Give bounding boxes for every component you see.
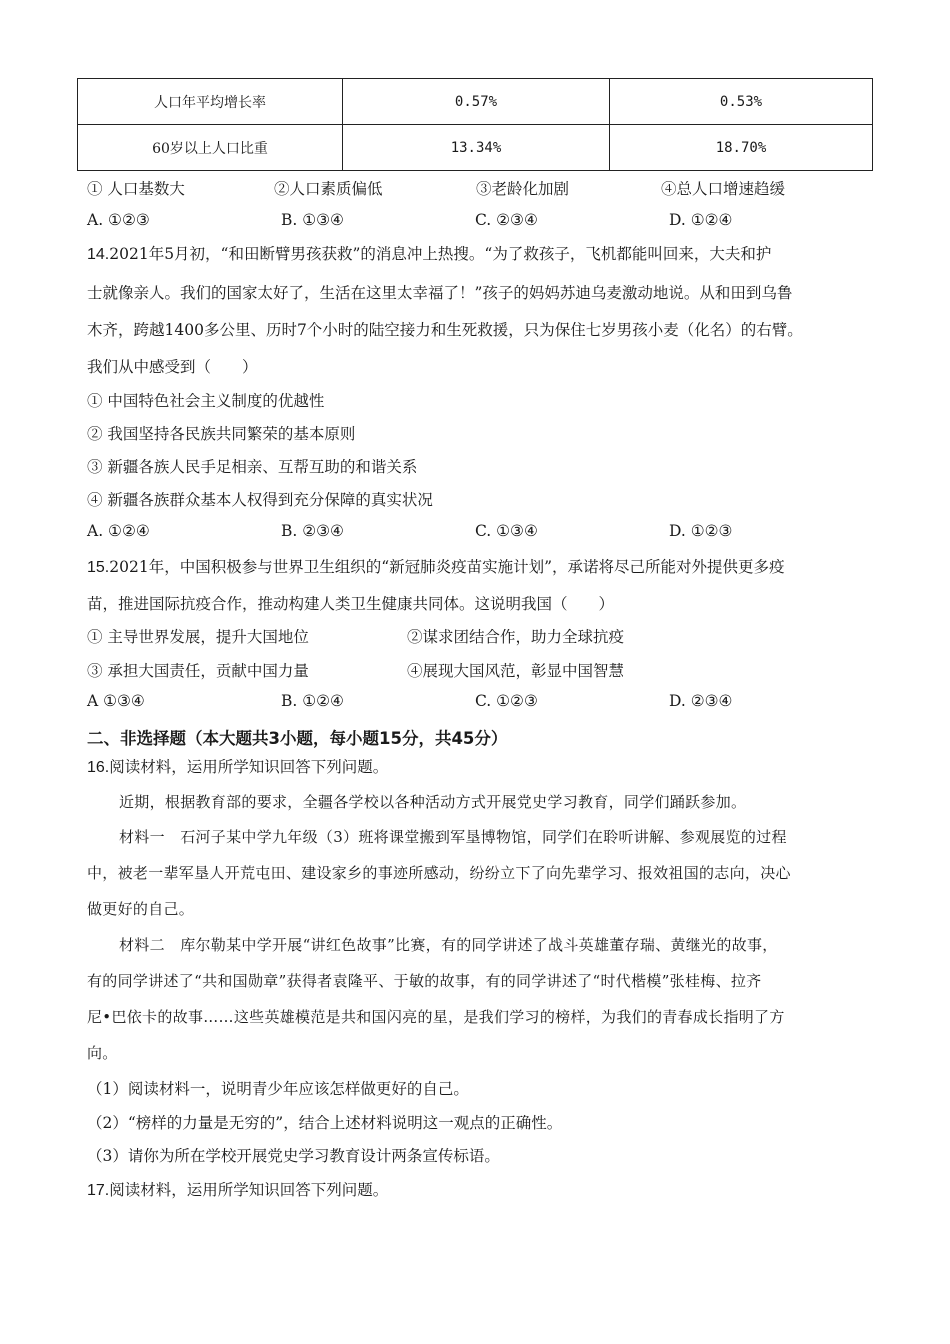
q15-statement: ②谋求团结合作，助力全球抗疫 (407, 628, 625, 646)
table-cell-value: 0.53% (610, 79, 873, 125)
q14-option-d: D. ①②③ (669, 522, 733, 540)
q16-subquestion: （3）请你为所在学校开展党史学习教育设计两条宣传标语。 (87, 1147, 500, 1165)
q14-option-c: C. ①③④ (475, 522, 538, 540)
q13-option-c: C. ②③④ (475, 211, 538, 229)
q14-option-b: B. ②③④ (281, 522, 344, 540)
q15-stem-line: 15.2021年，中国积极参与世界卫生组织的“新冠肺炎疫苗实施计划”，承诺将尽己所能对外提供更多疫 (87, 558, 785, 576)
table-row (78, 79, 873, 125)
q14-statement: ① 中国特色社会主义制度的优越性 (87, 392, 325, 410)
q13-option-b: B. ①③④ (281, 211, 344, 229)
q16-subquestion: （2）“榜样的力量是无穷的”，结合上述材料说明这一观点的正确性。 (87, 1114, 563, 1132)
question-number: 15. (87, 559, 110, 576)
q14-statement: ③ 新疆各族人民手足相亲、互帮互助的和谐关系 (87, 458, 418, 476)
material-line: 中，被老一辈军垦人开荒屯田、建设家乡的事迹所感动，纷纷立下了向先辈学习、报效祖国的志向，决心 (87, 864, 791, 882)
q14-option-a: A. ①②④ (87, 522, 150, 540)
population-table (77, 78, 873, 171)
q14-stem-line: 士就像亲人。我们的国家太好了，生活在这里太幸福了！”孩子的妈妈苏迪乌麦激动地说。从和田到乌鲁 (87, 284, 793, 302)
material-line: 做更好的自己。 (87, 900, 195, 918)
q14-stem-line: 我们从中感受到（ ） (87, 358, 258, 376)
q15-statement: ④展现大国风范，彰显中国智慧 (407, 662, 625, 680)
table-cell-value: 18.70% (610, 125, 873, 171)
q15-option-b: B. ①②④ (281, 692, 344, 710)
q14-stem-line: 木齐，跨越1400多公里、历时7个小时的陆空接力和生死救援，只为保住七岁男孩小麦（化名）的右臂。 (87, 321, 803, 339)
material-line: 向。 (87, 1044, 118, 1062)
q14-statement: ④ 新疆各族群众基本人权得到充分保障的真实状况 (87, 491, 433, 509)
table-cell-value: 0.57% (343, 79, 610, 125)
material-line: 近期，根据教育部的要求，全疆各学校以各种活动方式开展党史学习教育，同学们踊跃参加。 (119, 793, 747, 811)
question-number: 17. (87, 1182, 110, 1199)
q16-instruction: 16.阅读材料，运用所学知识回答下列问题。 (87, 758, 389, 776)
q13-statement: ③老龄化加剧 (476, 180, 570, 198)
q13-statement: ②人口素质偏低 (274, 180, 383, 198)
table-row (78, 125, 873, 171)
question-number: 14. (87, 246, 110, 263)
table-cell-label: 60岁以上人口比重 (78, 125, 343, 171)
q17-instruction: 17.阅读材料，运用所学知识回答下列问题。 (87, 1181, 389, 1199)
q13-option-a: A. ①②③ (87, 211, 150, 229)
material-line: 尼•巴依卡的故事……这些英雄模范是共和国闪亮的星，是我们学习的榜样，为我们的青春成长指明了方 (87, 1008, 785, 1026)
q13-statement: ④总人口增速趋缓 (661, 180, 786, 198)
material-line: 材料一 石河子某中学九年级（3）班将课堂搬到军垦博物馆，同学们在聆听讲解、参观展览的过程 (119, 828, 787, 846)
material-line: 有的同学讲述了“共和国勋章”获得者袁隆平、于敏的故事，有的同学讲述了“时代楷模”张桂梅、拉齐 (87, 972, 762, 990)
material-line: 材料二 库尔勒某中学开展“讲红色故事”比赛，有的同学讲述了战斗英雄董存瑞、黄继光的故事， (119, 936, 778, 954)
q15-statement: ③ 承担大国责任，贡献中国力量 (87, 662, 309, 680)
q13-statement: ① 人口基数大 (87, 180, 185, 198)
q15-option-c: C. ①②③ (475, 692, 538, 710)
table-cell-value: 13.34% (343, 125, 610, 171)
section-title: 二、非选择题（本大题共3小题，每小题15分，共45分） (87, 729, 508, 748)
q15-option-a: A ①③④ (87, 692, 145, 710)
q16-subquestion: （1）阅读材料一，说明青少年应该怎样做更好的自己。 (87, 1080, 469, 1098)
table-cell-label: 人口年平均增长率 (78, 79, 343, 125)
question-number: 16. (87, 759, 110, 776)
q15-stem-line: 苗，推进国际抗疫合作，推动构建人类卫生健康共同体。这说明我国（ ） (87, 595, 615, 613)
q15-statement: ① 主导世界发展，提升大国地位 (87, 628, 309, 646)
q14-statement: ② 我国坚持各民族共同繁荣的基本原则 (87, 425, 356, 443)
q15-option-d: D. ②③④ (669, 692, 733, 710)
q13-option-d: D. ①②④ (669, 211, 733, 229)
q14-stem-line: 14.2021年5月初，“和田断臂男孩获救”的消息冲上热搜。“为了救孩子，飞机都能叫回来，大夫和护 (87, 245, 772, 263)
